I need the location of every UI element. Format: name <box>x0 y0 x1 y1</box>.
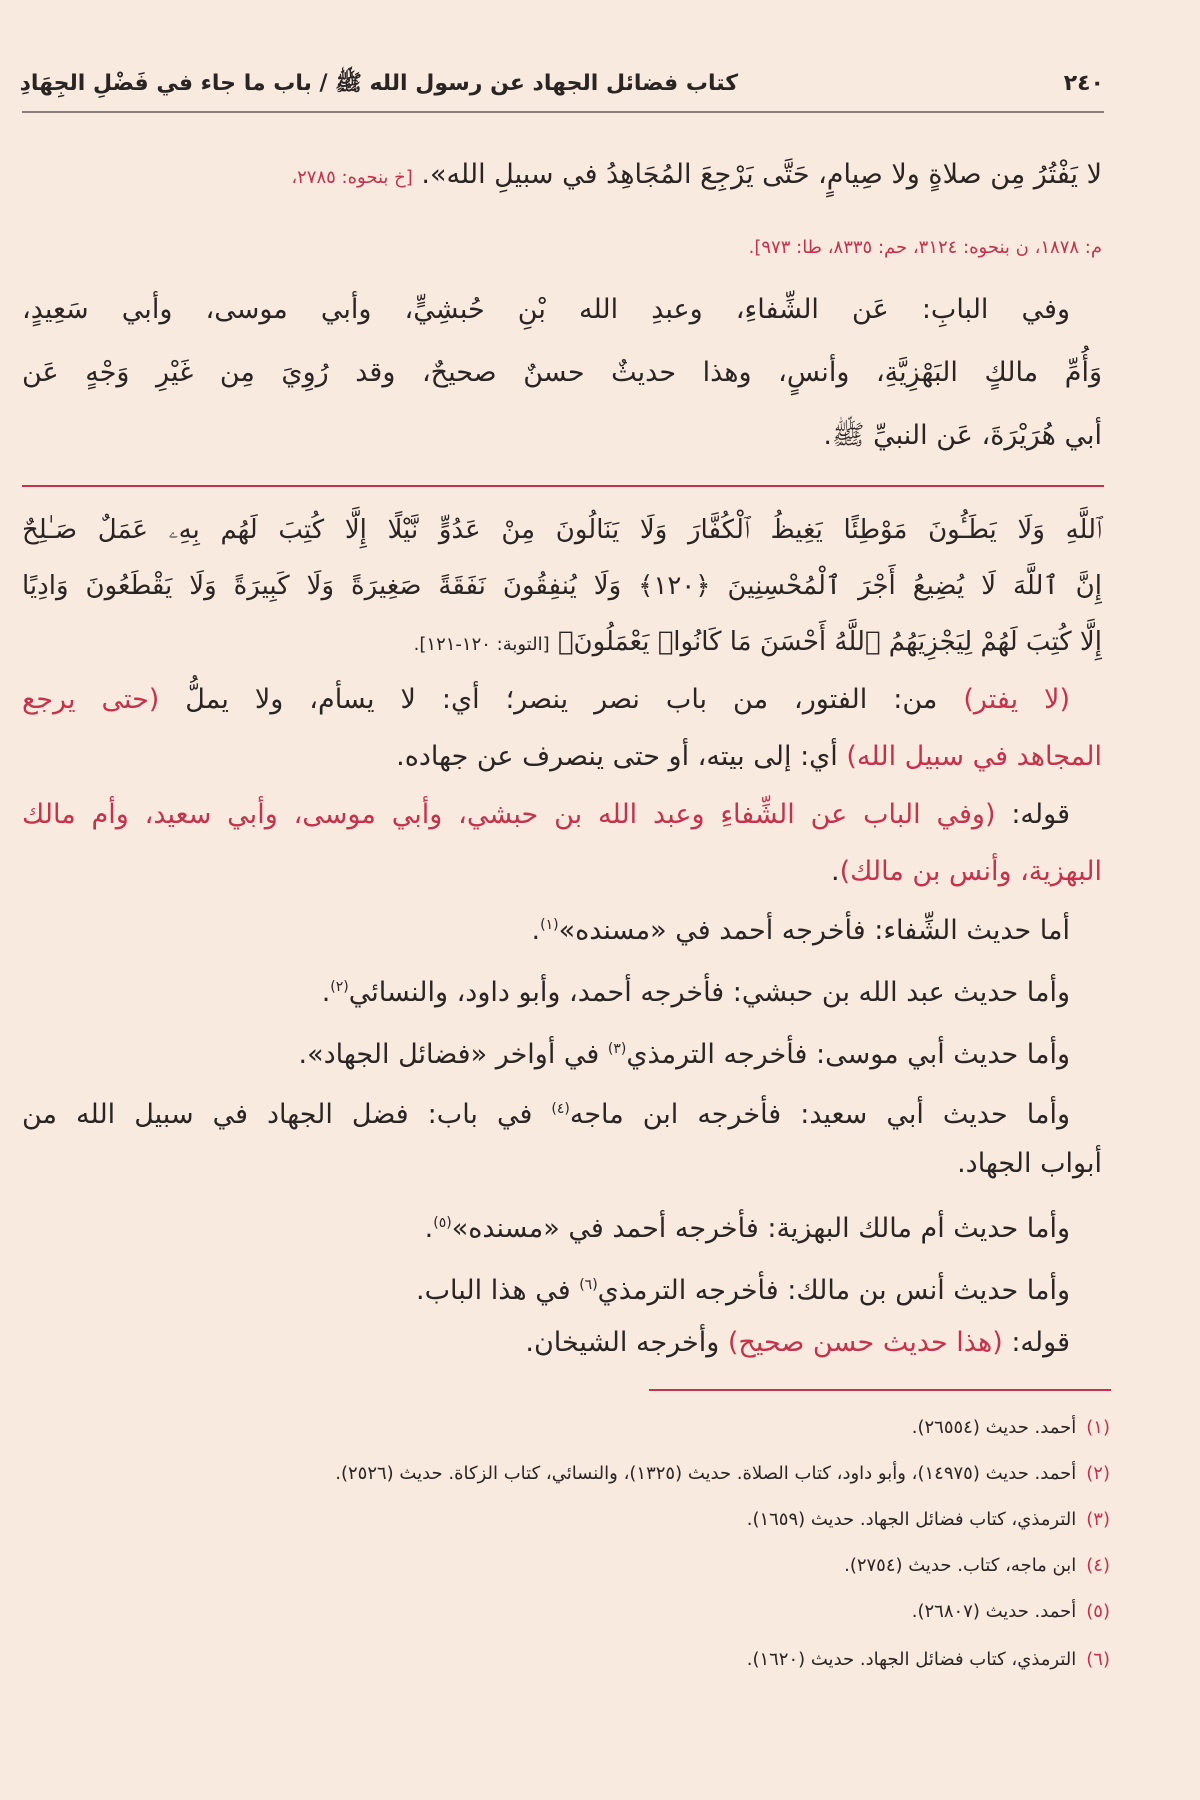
footnote-5 <box>912 1592 1110 1632</box>
footnote-2 <box>335 1454 1110 1494</box>
commentary-text: في أواخر «فضائل الجهاد». <box>298 1039 608 1070</box>
section-rule <box>22 485 1104 487</box>
commentary-line-8 <box>22 1089 1070 1135</box>
footnote-text: ابن ماجه، كتاب. حديث (٢٧٥٤). <box>844 1555 1077 1576</box>
qawluhu-label: قوله: <box>995 799 1070 830</box>
hadith-text: لا يَفْتُرُ مِن صلاةٍ ولا صِيامٍ، حَتَّى يَرْجِعَ المُجَاهِدُ في سبيلِ الله». <box>421 159 1102 190</box>
fi-al-bab-line-2: وَأُمِّ مالكٍ البَهْزِيَّةِ، وأنسٍ، وهذا حديثٌ حسنٌ صحيحٌ، وقد رُوِيَ مِن غَيْرِ وَجْهٍ عَن <box>22 357 1102 388</box>
quoted-phrase: (هذا حديث حسن صحيح) <box>727 1327 1003 1358</box>
footnote-text: الترمذي، كتاب فضائل الجهاد. حديث (١٦٥٩). <box>746 1509 1077 1530</box>
commentary-text: أي: إلى بيته، أو حتى ينصرف عن جهاده. <box>396 741 847 772</box>
commentary-line-11 <box>416 1265 1070 1311</box>
commentary-line-2 <box>396 737 1102 777</box>
commentary-text: في هذا الباب. <box>416 1275 580 1306</box>
footnote-6 <box>747 1640 1110 1680</box>
footnote-ref[interactable]: (٢) <box>330 979 349 995</box>
fi-al-bab-line-3: أبي هُرَيْرَةَ، عَن النبيِّ ﷺ. <box>823 420 1102 451</box>
footnote-rule <box>649 1389 1111 1391</box>
quoted-phrase: المجاهد في سبيل الله) <box>846 741 1102 772</box>
footnote-ref[interactable]: (٤) <box>551 1101 570 1117</box>
hadith-reference-continued: م: ١٨٧٨، ن بنحوه: ٣١٢٤، حم: ٨٣٣٥، طا: ٩٧٣]. <box>748 237 1102 258</box>
quran-text: إِلَّا كُتِبَ لَهُمْ لِيَجْزِيَهُمُ ٱللَّهُ أَحْسَنَ مَا كَانُوا۟ يَعْمَلُونَ﴾ <box>557 627 1102 657</box>
footnote-number: (٤) <box>1086 1555 1110 1576</box>
footnote-number: (٥) <box>1086 1601 1110 1622</box>
quran-line-1: ٱللَّهِ وَلَا يَطَـُٔونَ مَوْطِئًا يَغِيظُ ٱلْكُفَّارَ وَلَا يَنَالُونَ مِنْ عَدُوٍّ نَّيْلًا إِلَّا كُتِبَ لَهُم بِهِۦ عَمَلٌ صَـٰلِحٌ <box>22 515 1102 545</box>
footnote-4 <box>844 1546 1110 1586</box>
footnote-ref[interactable]: (٥) <box>433 1215 452 1231</box>
footnote-ref[interactable]: (١) <box>540 917 559 933</box>
fi-al-bab-line-1: وفي البابِ: عَن الشِّفاءِ، وعبدِ الله بْنِ حُبشِيٍّ، وأبي موسى، وأبي سَعِيدٍ، <box>22 294 1070 325</box>
quran-line-3 <box>414 622 1102 665</box>
footnote-1 <box>912 1408 1110 1448</box>
footnote-text: الترمذي، كتاب فضائل الجهاد. حديث (١٦٢٠). <box>746 1649 1077 1670</box>
footnote-number: (٢) <box>1086 1463 1110 1484</box>
footnote-3 <box>747 1500 1110 1540</box>
commentary-text: . <box>830 856 840 887</box>
qawluhu-label: قوله: <box>1002 1327 1070 1358</box>
commentary-line-3 <box>22 795 1070 835</box>
commentary-line-12 <box>525 1323 1070 1363</box>
quran-line-2: إِنَّ ٱللَّهَ لَا يُضِيعُ أَجْرَ ٱلْمُحْسِنِينَ ﴿١٢٠﴾ وَلَا يُنفِقُونَ نَفَقَةً صَغِيرَةً وَلَا كَبِيرَةً وَلَا يَقْطَعُونَ وَادِيًا <box>22 571 1102 601</box>
hadith-reference: [خ بنحوه: ٢٧٨٥، <box>291 167 413 188</box>
commentary-text: وأما حديث أبي سعيد: فأخرجه ابن ماجه <box>569 1099 1070 1130</box>
commentary-line-6: وأما حديث عبد الله بن حبشي: فأخرجه أحمد، وأبو داود، والنسائي$^{(٢)}$. <box>321 977 1070 1008</box>
quoted-phrase: (لا يفتر) <box>963 684 1070 715</box>
header-rule <box>22 111 1104 113</box>
quoted-phrase: (حتى يرجع <box>22 684 160 715</box>
commentary-line-4 <box>831 852 1102 892</box>
quoted-phrase: (وفي الباب عن الشِّفاءِ وعبد الله بن حبشي، وأبي موسى، وأبي سعيد، وأم مالك <box>22 799 996 830</box>
commentary-text: أما حديث الشِّفاء: فأخرجه أحمد في «مسنده» <box>558 915 1070 946</box>
running-title: كتاب فضائل الجهاد عن رسول الله ﷺ / باب ما جاء في فَضْلِ الجِهَادِ <box>19 71 738 96</box>
commentary-text: في باب: فضل الجهاد في سبيل الله من <box>22 1099 552 1130</box>
footnote-number: (٦) <box>1086 1649 1110 1670</box>
commentary-line-7 <box>299 1029 1070 1075</box>
quran-reference: [التوبة: ١٢٠-١٢١]. <box>413 634 550 655</box>
page-number: ٢٤٠ <box>1063 71 1104 96</box>
commentary-line-1 <box>22 680 1070 720</box>
commentary-line-5: أما حديث الشِّفاء: فأخرجه أحمد في «مسنده»$^{(١)}$. <box>531 915 1070 946</box>
footnote-number: (٣) <box>1086 1509 1110 1530</box>
commentary-text: وأما حديث أبي موسى: فأخرجه الترمذي <box>626 1039 1070 1070</box>
footnote-ref[interactable]: (٦) <box>579 1277 598 1293</box>
footnote-text: أحمد. حديث (٢٦٥٥٤). <box>911 1417 1077 1438</box>
commentary-text: وأما حديث أنس بن مالك: فأخرجه الترمذي <box>597 1275 1070 1306</box>
footnote-text: أحمد. حديث (٢٦٨٠٧). <box>911 1601 1077 1622</box>
commentary-line-9: أبواب الجهاد. <box>957 1148 1102 1179</box>
footnote-text: أحمد. حديث (١٤٩٧٥)، وأبو داود، كتاب الصلاة. حديث (١٣٢٥)، والنسائي، كتاب الزكاة. حديث (٢٥٢٦). <box>335 1463 1077 1484</box>
commentary-text: وأما حديث عبد الله بن حبشي: فأخرجه أحمد، وأبو داود، والنسائي <box>348 977 1070 1008</box>
commentary-line-10: وأما حديث أم مالك البهزية: فأخرجه أحمد في «مسنده»$^{(٥)}$. <box>424 1213 1070 1244</box>
commentary-text: من: الفتور، من باب نصر ينصر؛ أي: لا يسأم، ولا يملُّ <box>159 684 964 715</box>
quoted-phrase: البهزية، وأنس بن مالك) <box>839 856 1102 887</box>
footnote-ref[interactable]: (٣) <box>607 1041 627 1057</box>
footnote-number: (١) <box>1086 1417 1110 1438</box>
hadith-line-1 <box>291 155 1102 198</box>
commentary-text: وأما حديث أم مالك البهزية: فأخرجه أحمد في «مسنده» <box>451 1213 1070 1244</box>
commentary-text: وأخرجه الشيخان. <box>525 1327 728 1358</box>
